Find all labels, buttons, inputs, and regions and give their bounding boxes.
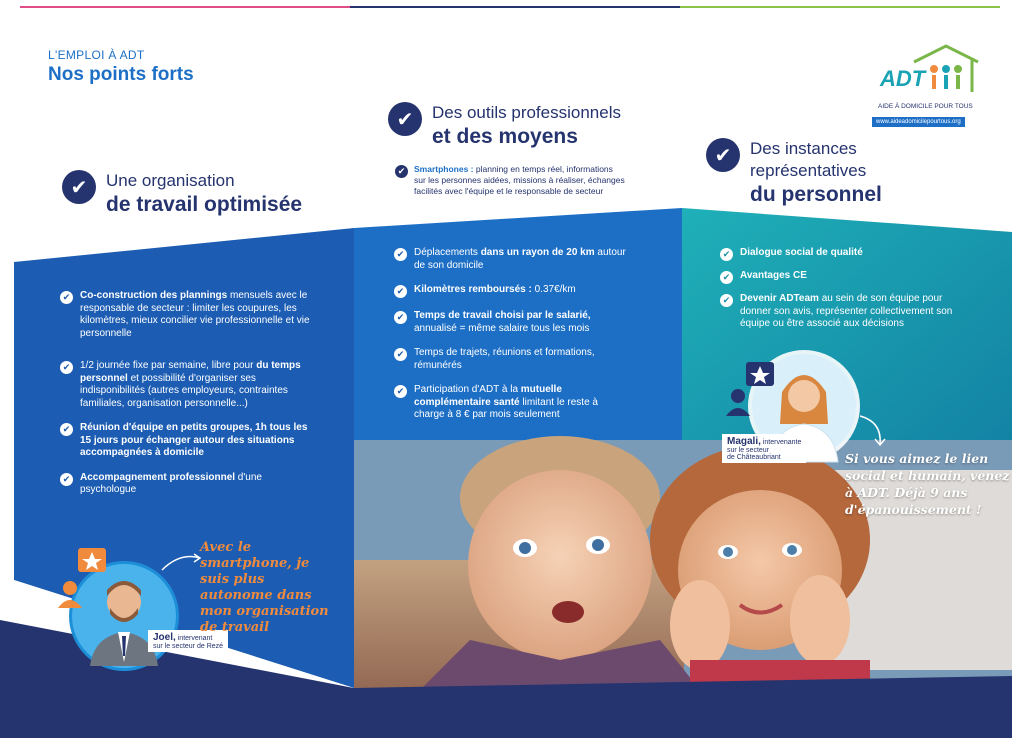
check-small-icon: ✔ [60,423,73,436]
check-small-icon: ✔ [60,473,73,486]
check-small-icon: ✔ [60,291,73,304]
arrow-icon [160,550,204,572]
check-small-icon: ✔ [395,165,408,178]
intro-bold: Smartphones : [414,164,474,174]
list-item: ✔ Co-construction des plannings mensuels avec le responsable de secteur : limiter les coupures, les kilomètres, mieux concilier vie professionnelle et vie personnelle [60,290,310,340]
check-circle-icon: ✔ [62,170,96,204]
boy-face [468,470,652,660]
check-small-icon: ✔ [720,248,733,261]
check-small-icon: ✔ [394,311,407,324]
col3-title-line2: du personnel [750,183,882,206]
col3-title-line1: Des instances [750,139,857,158]
girl-hand-right [790,575,850,665]
section-kicker: L'EMPLOI À ADT [48,48,145,62]
joel-quote: Avec le smartphone, je suis plus autonome dans mon organisation de travail [200,540,329,635]
check-small-icon: ✔ [60,361,73,374]
check-circle-icon: ✔ [388,102,422,136]
list-item: ✔ 1/2 journée fixe par semaine, libre pour du temps personnel et possibilité d'organiser ses indisponibilités (autres employeurs, contraintes familiales, organisation personnelle...) [60,360,310,410]
col2-intro [395,164,625,197]
arrow-icon [858,414,888,448]
col2-heading [388,102,621,150]
list-item: ✔ Avantages CE [720,270,970,284]
list-item: ✔ Temps de trajets, réunions et formations, rémunérés [394,347,630,372]
check-circle-icon: ✔ [706,138,740,172]
check-small-icon: ✔ [394,248,407,261]
person-icon [63,581,77,595]
list-item: ✔ Accompagnement professionnel d'une psychologue [60,472,310,497]
check-small-icon: ✔ [394,285,407,298]
list-item: ✔ Déplacements dans un rayon de 20 km autour de son domicile [394,247,630,272]
col3-list [720,247,970,343]
logo-url[interactable]: www.aideadomicilepourtous.org [872,117,965,127]
check-small-icon: ✔ [394,385,407,398]
person-icon [731,389,745,403]
list-item: ✔ Devenir ADTeam au sein de son équipe pour donner son avis, représenter collectivement son équipe ou être associé aux décisions [720,293,970,331]
col3-heading [706,138,882,208]
magali-quote: Si vous aimez le lien social et humain, venez à ADT. Déjà 9 ans d'épanouissement ! [845,451,1010,517]
adt-logo [872,44,984,128]
list-item: ✔ Réunion d'équipe en petits groupes, 1h tous les 15 jours pour échanger autour des situations accompagnées à domicile [60,422,310,460]
joel-caption: Joel, intervenant sur le secteur de Rezé [148,630,228,652]
intro-text: planning en temps réel, informations sur les personnes aidées, missions à réaliser, échanges facilités avec l'équipe et le responsable de secteur [414,164,625,196]
col1-heading [62,170,302,218]
girl-hand-left [670,580,730,670]
col2-title-line2: et des moyens [432,125,578,148]
magali-caption: Magali, intervenante sur le secteur de Châteaubriant [722,434,806,463]
page-title: Nos points forts [48,64,194,85]
list-item: ✔ Participation d'ADT à la mutuelle complémentaire santé limitant le reste à charge à 8 € par mois seulement [394,384,630,422]
logo-tagline: AIDE À DOMICILE POUR TOUS [878,103,973,110]
list-item: ✔ Temps de travail choisi par le salarié, annualisé = même salaire tous les mois [394,310,630,335]
list-item: ✔ Dialogue social de qualité [720,247,970,261]
logo-brand: ADT [880,66,926,91]
check-small-icon: ✔ [720,294,733,307]
col2-title-line1: Des outils professionnels [432,103,621,122]
col1-title-line2: de travail optimisée [106,193,303,216]
col1-list [60,290,310,509]
col3-title-line1b: représentatives [750,161,867,180]
check-small-icon: ✔ [720,271,733,284]
col2-list [394,247,630,434]
check-small-icon: ✔ [394,348,407,361]
list-item: ✔ Kilomètres remboursés : 0.37€/km [394,284,630,298]
col1-title-line1: Une organisation [106,171,235,190]
